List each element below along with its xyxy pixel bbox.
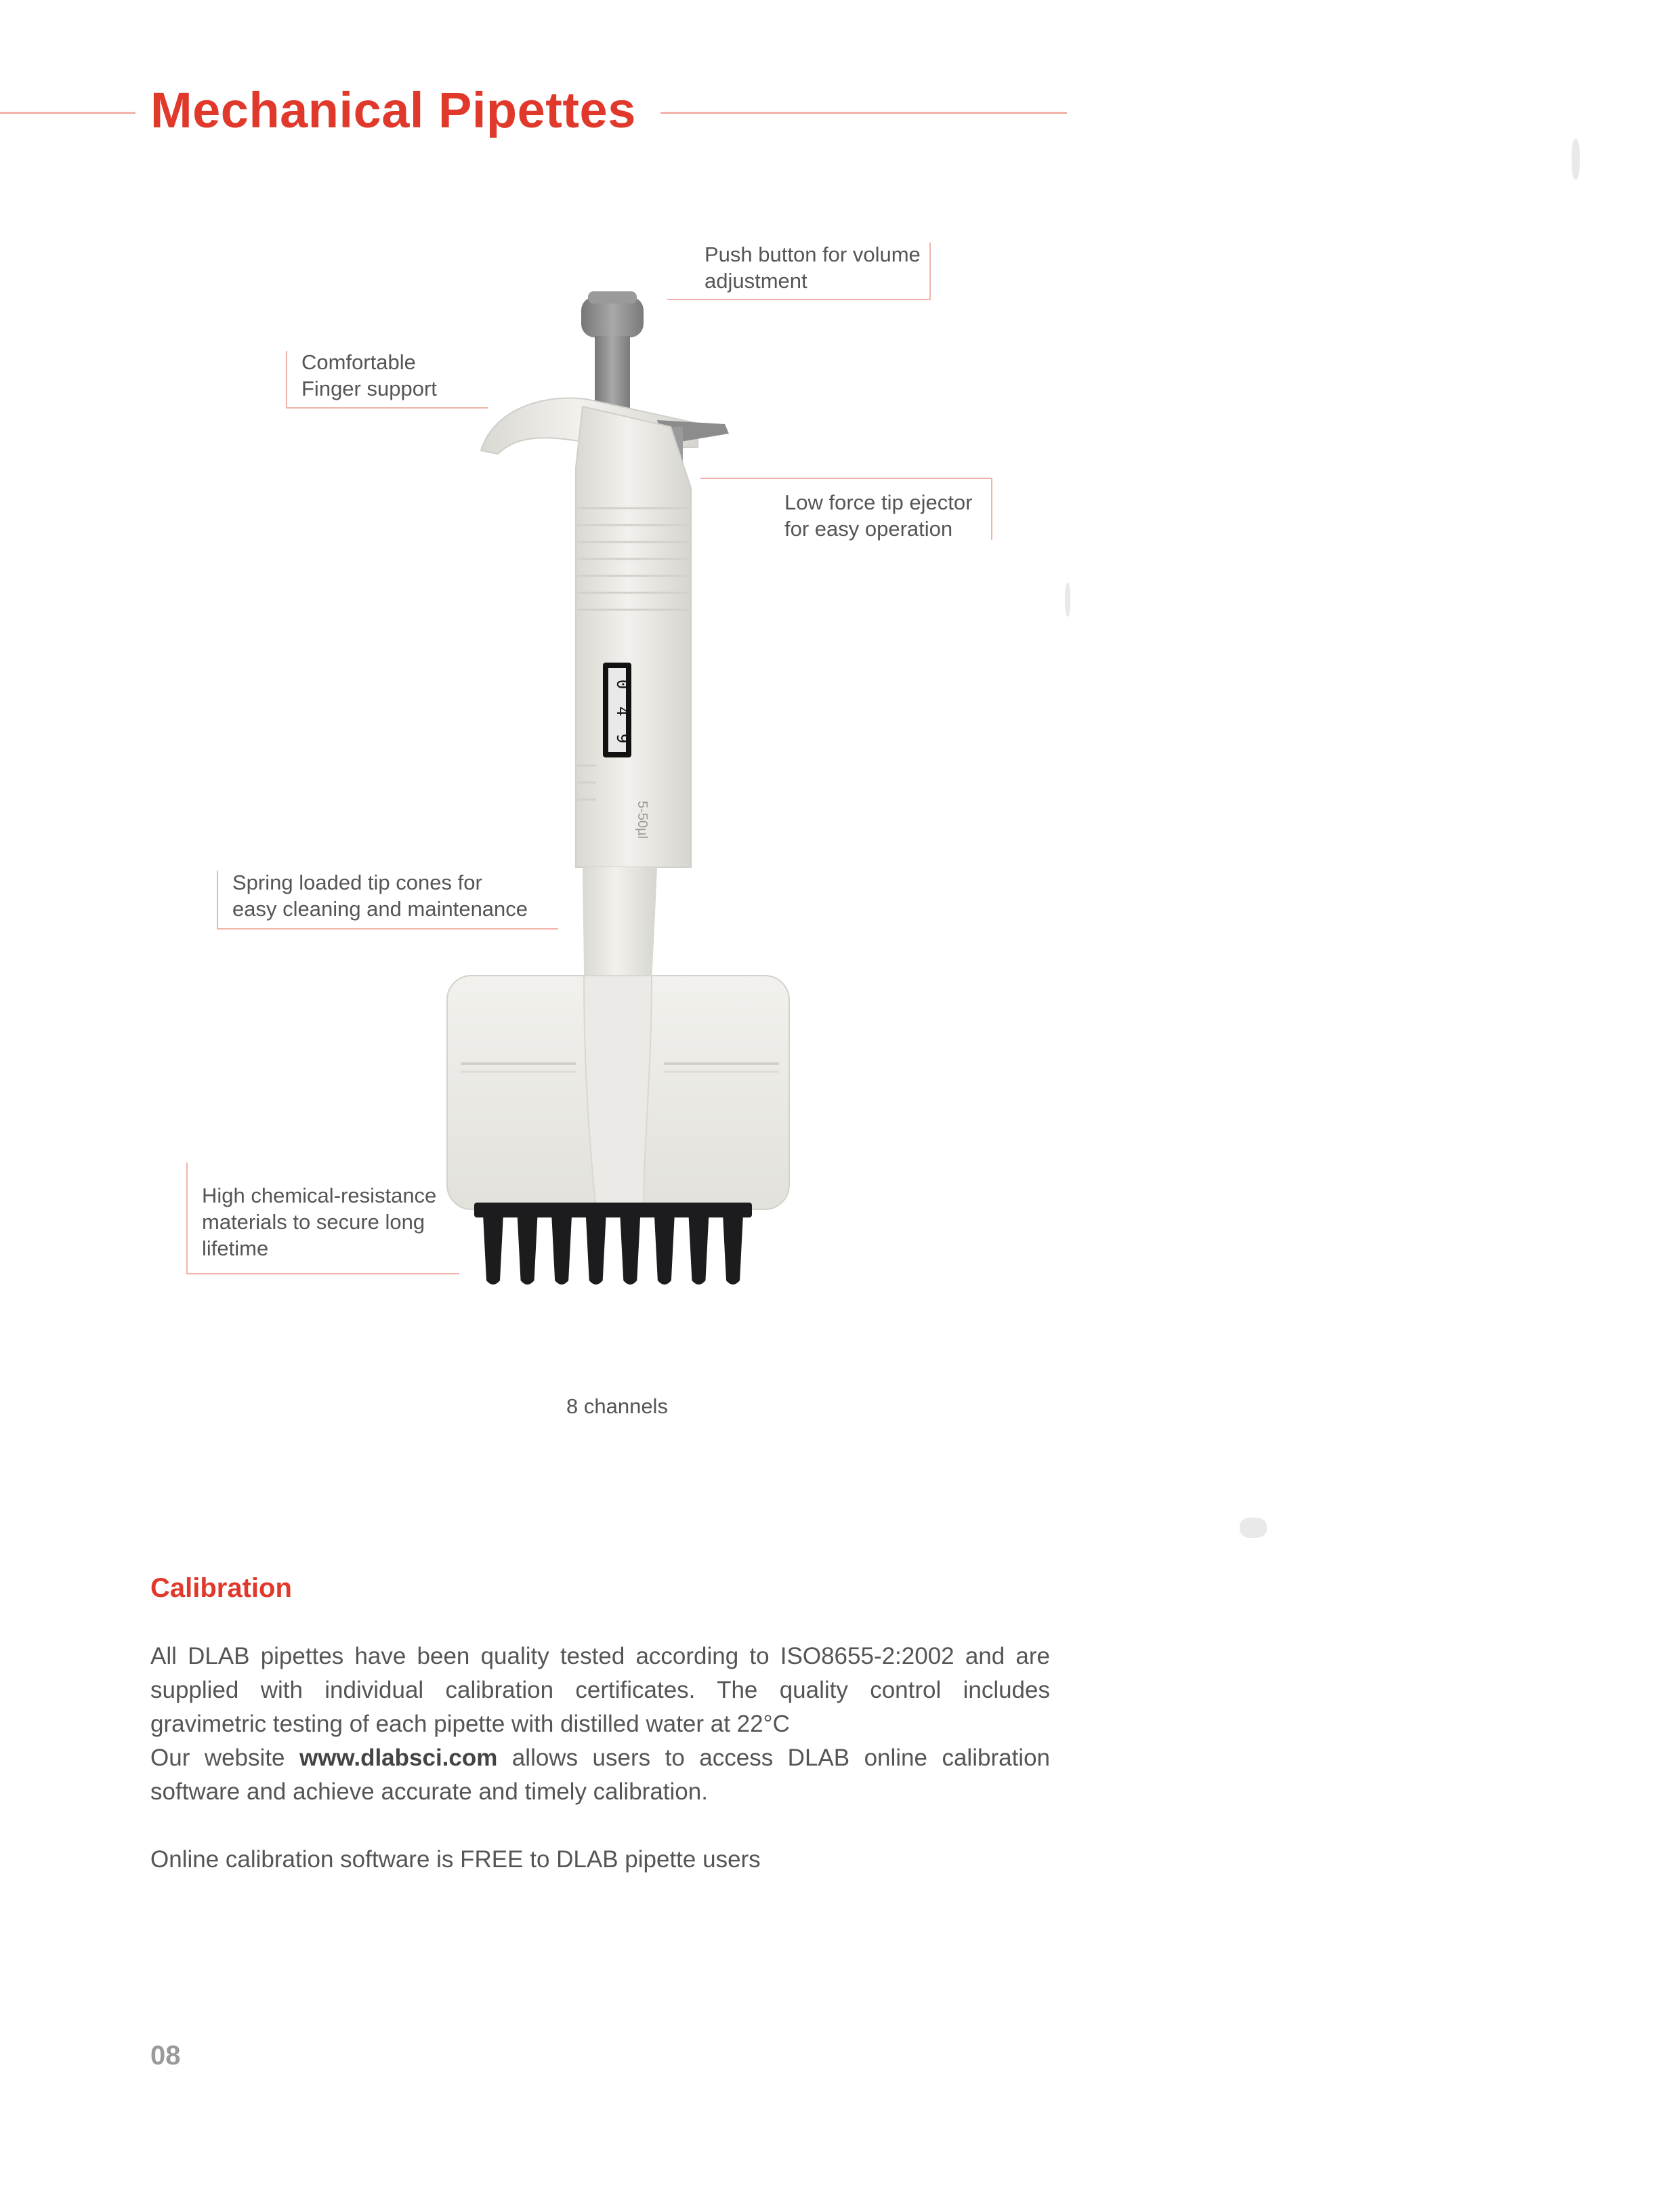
callout-line: lifetime xyxy=(202,1236,269,1260)
callout-line: Finger support xyxy=(301,377,437,400)
display-digit: 0 xyxy=(613,679,632,690)
pipette-shaft xyxy=(583,867,657,982)
plunger-button xyxy=(581,291,644,411)
callout-rule xyxy=(991,478,992,540)
callout-line: Comfortable xyxy=(301,350,416,374)
callout-rule xyxy=(186,1163,188,1274)
calibration-paragraph xyxy=(150,1741,1050,1809)
website-link[interactable]: www.dlabsci.com xyxy=(299,1745,498,1771)
callout-push-button xyxy=(705,241,921,294)
callout-finger-support xyxy=(301,349,437,402)
tip-cone xyxy=(620,1214,640,1285)
callout-line: Spring loaded tip cones for xyxy=(232,871,482,894)
calibration-body xyxy=(150,1640,1050,1877)
display-digit: 4 xyxy=(613,706,632,717)
pipette-illustration xyxy=(440,291,820,1314)
callout-line: for easy operation xyxy=(784,517,953,541)
tip-cone xyxy=(654,1214,675,1285)
callout-line: High chemical-resistance xyxy=(202,1184,437,1207)
tip-cones xyxy=(474,1203,752,1285)
tip-cone xyxy=(586,1214,606,1285)
title-rule-left xyxy=(0,112,135,114)
multichannel-manifold xyxy=(447,976,789,1209)
product-caption: 8 channels xyxy=(566,1394,668,1418)
page-title: Mechanical Pipettes xyxy=(150,82,636,138)
paragraph-spacer xyxy=(150,1809,1050,1843)
tip-cone xyxy=(551,1214,572,1285)
paragraph-text: Our website xyxy=(150,1745,299,1771)
display-digit: 9 xyxy=(613,733,632,744)
callout-rule xyxy=(217,871,218,929)
callout-rule xyxy=(186,1273,459,1274)
callout-line: Push button for volume xyxy=(705,243,921,266)
range-label: 5-50µl xyxy=(635,801,650,839)
tip-cone xyxy=(483,1214,503,1285)
callout-line: easy cleaning and maintenance xyxy=(232,897,528,921)
calibration-heading: Calibration xyxy=(150,1573,292,1603)
page-number: 08 xyxy=(150,2041,181,2070)
decorative-mark xyxy=(1065,583,1070,617)
decorative-mark xyxy=(1572,139,1580,180)
callout-rule xyxy=(286,351,287,408)
calibration-paragraph: All DLAB pipettes have been quality tested according to ISO8655-2:2002 and are supplied with individual calibration certificates. The quality control includes gravimetric testing of each pipette with distilled water at 22°C xyxy=(150,1643,1050,1737)
callout-materials xyxy=(202,1182,436,1262)
title-rule-right xyxy=(660,112,1067,114)
tip-cone xyxy=(688,1214,709,1285)
pipette-handle xyxy=(576,407,691,867)
calibration-paragraph: Online calibration software is FREE to DLAB pipette users xyxy=(150,1846,761,1873)
callout-rule xyxy=(929,243,931,299)
callout-line: Low force tip ejector xyxy=(784,491,973,514)
tip-cone xyxy=(518,1214,538,1285)
tip-cone xyxy=(723,1214,743,1285)
decorative-mark xyxy=(1240,1518,1267,1538)
callout-line: materials to secure long xyxy=(202,1210,425,1234)
callout-line: adjustment xyxy=(705,269,807,293)
paragraph-text: allows users to access DLAB online calibration software and achieve accurate and timely calibration. xyxy=(150,1745,1050,1805)
